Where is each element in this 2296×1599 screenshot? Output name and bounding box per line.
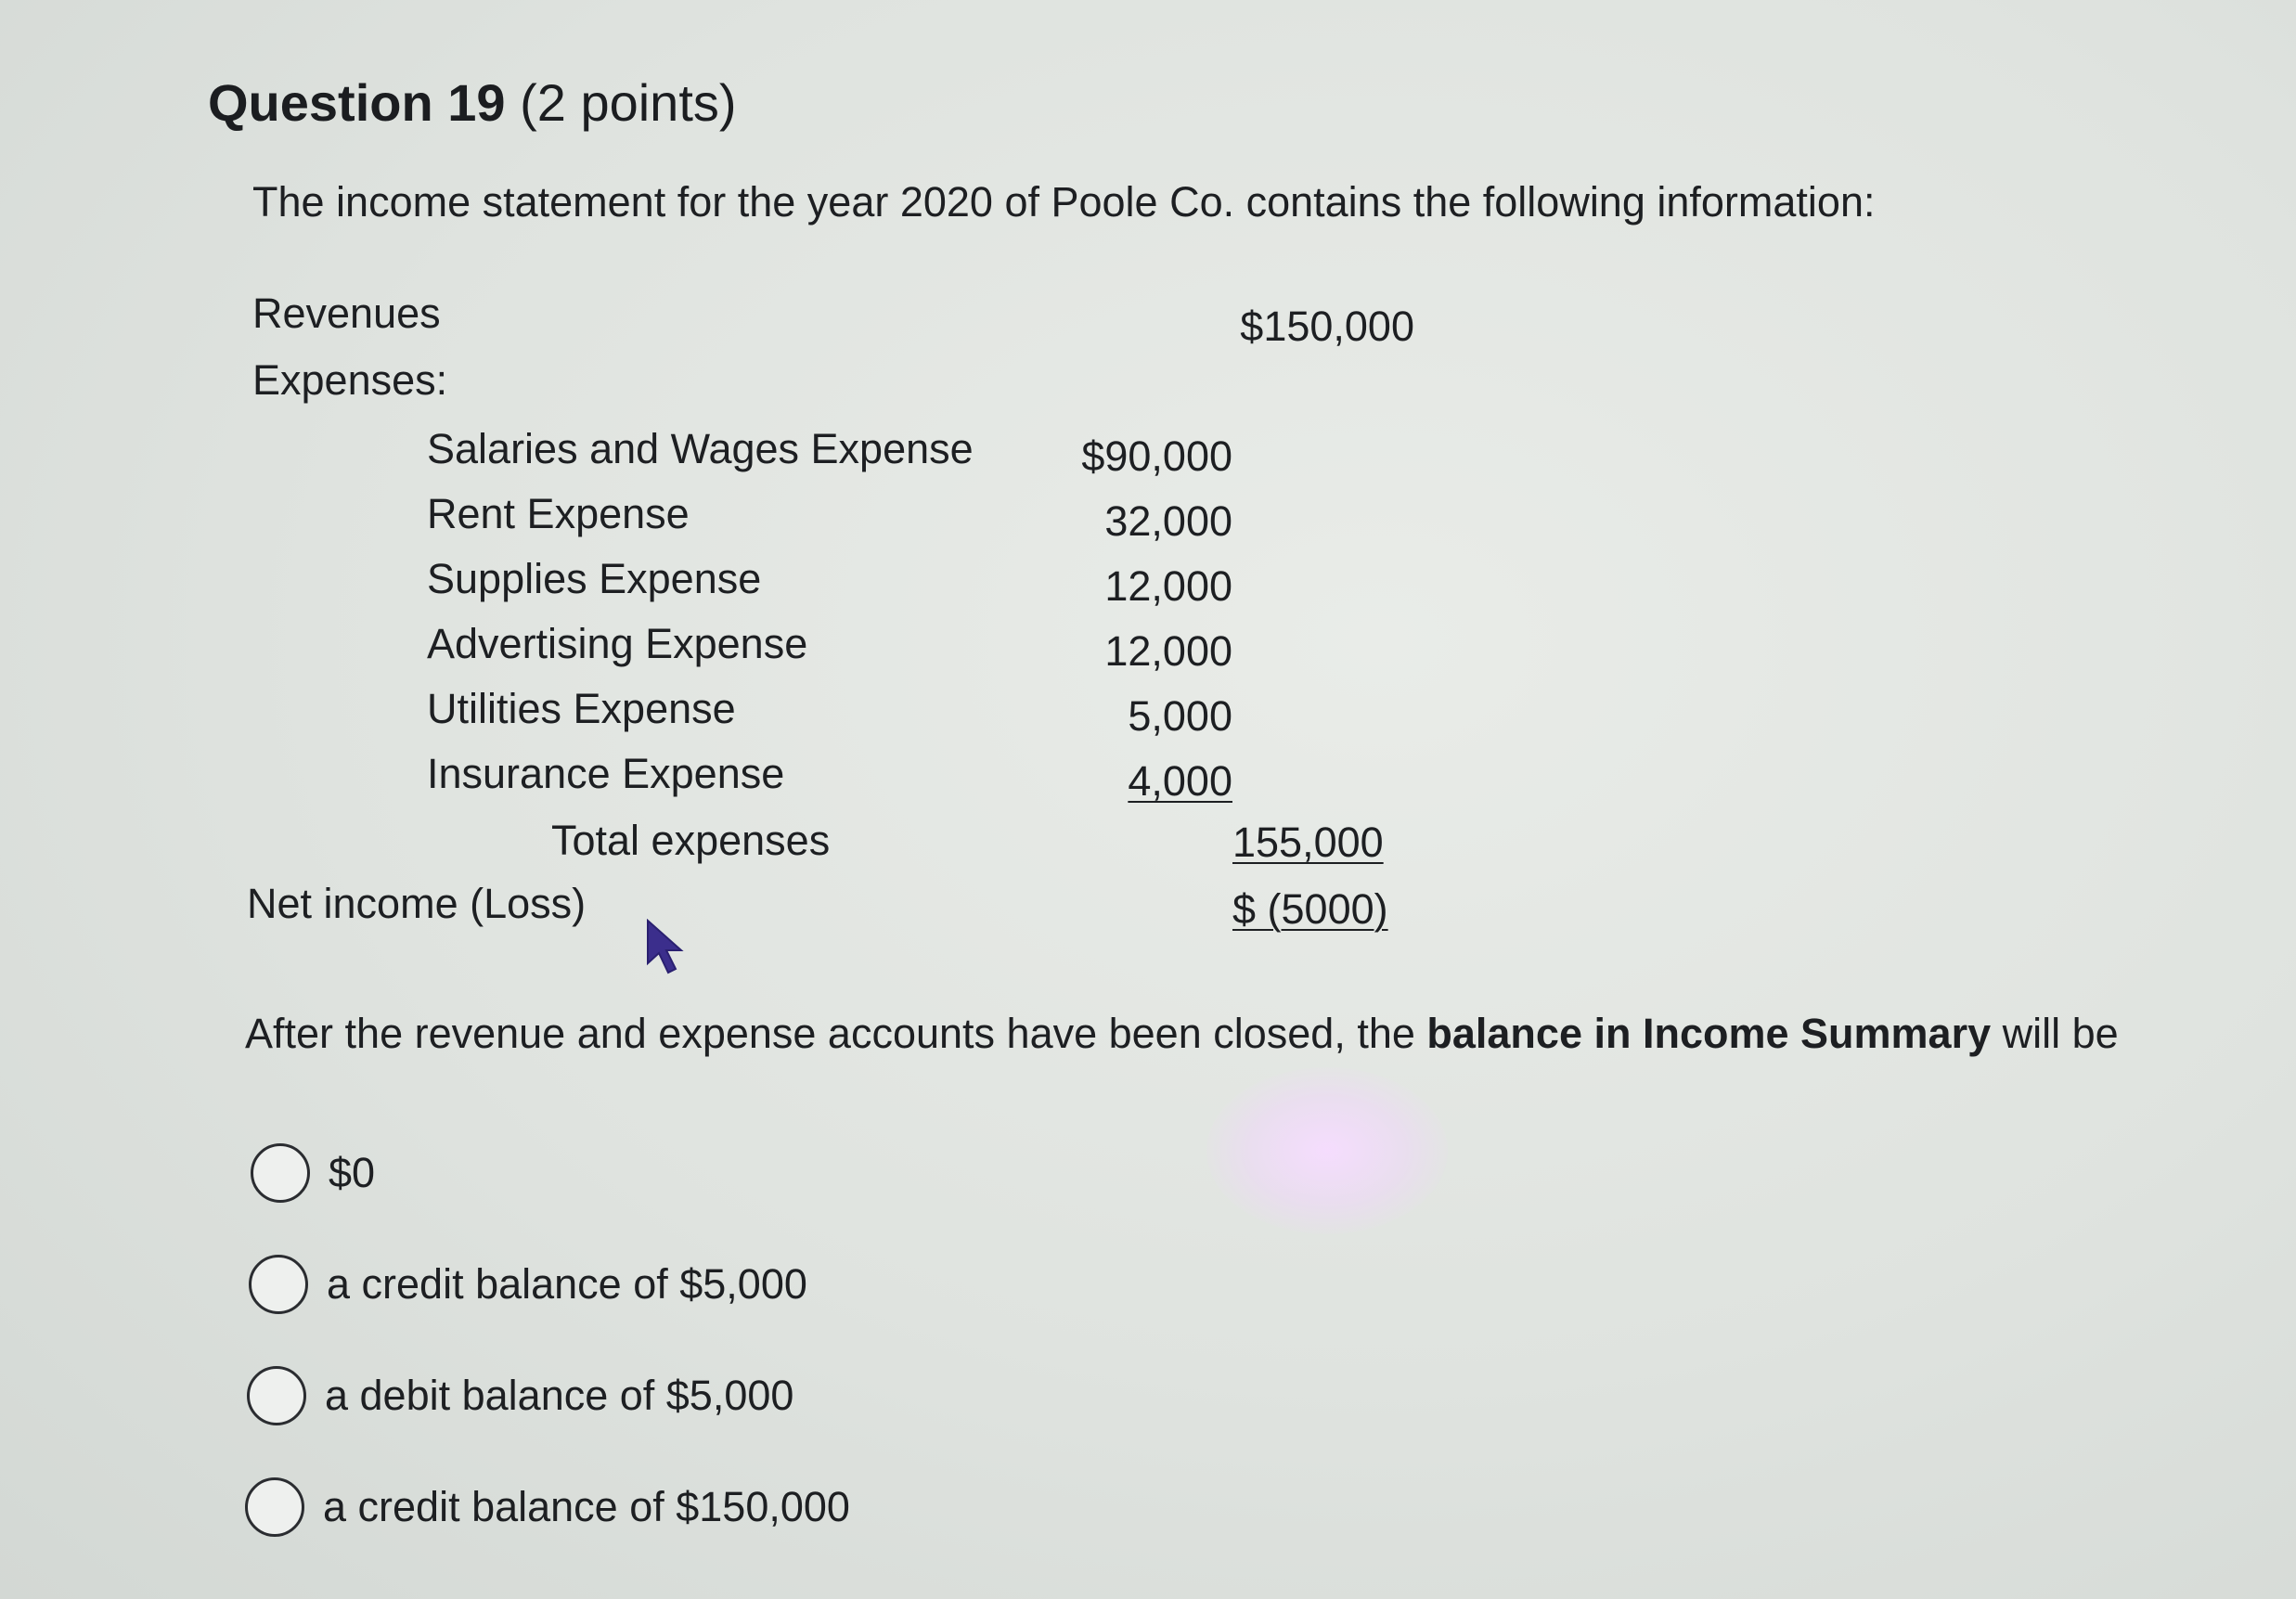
expense-amount-advertising: 12,000 <box>1104 627 1232 675</box>
option-label: $0 <box>329 1149 376 1196</box>
expense-amount-rent: 32,000 <box>1104 497 1232 545</box>
option-label: a credit balance of $5,000 <box>327 1260 807 1308</box>
option-credit-150000[interactable] <box>245 1477 850 1537</box>
option-debit-5000[interactable] <box>247 1366 793 1425</box>
screen-glare <box>1206 1067 1448 1234</box>
net-income-amount: $ (5000) <box>1232 885 1388 933</box>
question-prompt <box>245 1010 2119 1058</box>
radio-button-icon[interactable] <box>249 1255 308 1314</box>
expenses-label: Expenses: <box>252 356 448 404</box>
question-points: (2 points) <box>520 73 737 132</box>
option-zero[interactable] <box>251 1143 375 1203</box>
option-label: a credit balance of $150,000 <box>323 1483 850 1530</box>
expense-amount-supplies: 12,000 <box>1104 562 1232 610</box>
question-intro: The income statement for the year 2020 of Poole Co. contains the following information: <box>252 178 1876 226</box>
total-expenses-amount: 155,000 <box>1232 819 1384 866</box>
revenues-label: Revenues <box>252 290 441 337</box>
expense-amount-utilities: 5,000 <box>1128 692 1232 740</box>
radio-button-icon[interactable] <box>247 1366 306 1425</box>
option-label: a debit balance of $5,000 <box>325 1372 794 1419</box>
expense-label-utilities: Utilities Expense <box>427 685 736 732</box>
expense-label-salaries: Salaries and Wages Expense <box>427 425 974 472</box>
prompt-text-after: will be <box>1991 1010 2119 1057</box>
expense-amount-salaries: $90,000 <box>1081 432 1232 480</box>
question-title <box>208 72 737 133</box>
radio-button-icon[interactable] <box>251 1143 310 1203</box>
expense-label-insurance: Insurance Expense <box>427 750 785 797</box>
revenues-amount: $150,000 <box>1240 303 1414 350</box>
prompt-text-bold: balance in Income Summary <box>1426 1010 1992 1057</box>
expense-amount-insurance: 4,000 <box>1128 757 1232 805</box>
net-income-label: Net income (Loss) <box>247 880 587 927</box>
expense-label-supplies: Supplies Expense <box>427 555 762 602</box>
radio-button-icon[interactable] <box>245 1477 304 1537</box>
total-expenses-label: Total expenses <box>551 817 831 864</box>
mouse-pointer-icon <box>644 919 690 974</box>
option-credit-5000[interactable] <box>249 1255 807 1314</box>
question-number: Question 19 <box>208 73 506 132</box>
expense-label-rent: Rent Expense <box>427 490 690 537</box>
expense-label-advertising: Advertising Expense <box>427 620 808 667</box>
prompt-text-before: After the revenue and expense accounts have been closed, the <box>245 1010 1427 1057</box>
